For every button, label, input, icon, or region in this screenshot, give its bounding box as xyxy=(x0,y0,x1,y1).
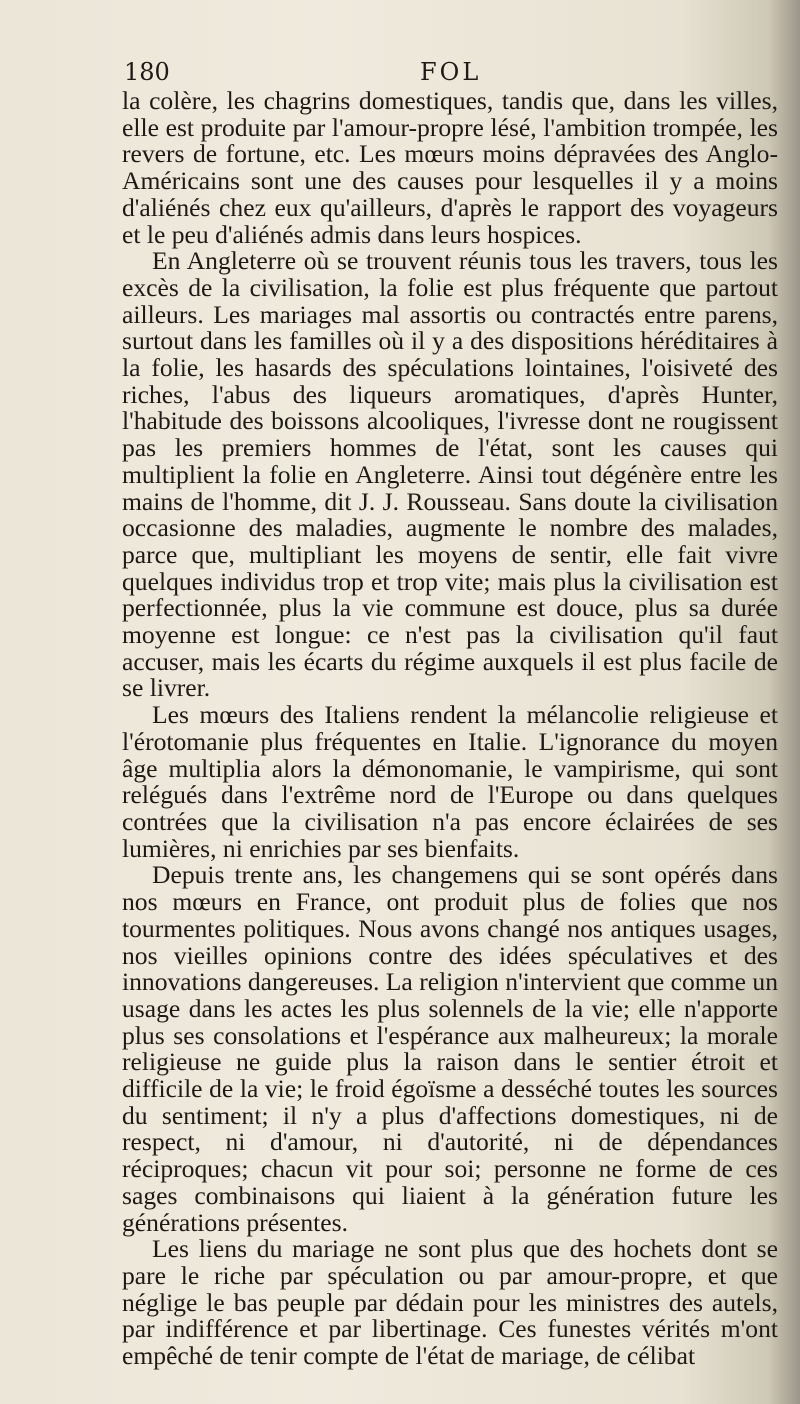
paragraph: Les mœurs des Italiens rendent la mélancolie religieuse et l'érotomanie plus fréquentes en Italie. L'ignorance du moyen âge multiplia alors la démonomanie, le vampirisme, qui sont relégués dans l'extrême nord de l'Europe ou dans quelques contrées que la civilisation n'a pas encore éclairées de ses lumières, ni enrichies par ses bienfaits. xyxy=(122,700,778,863)
running-head: FOL xyxy=(420,58,482,86)
paragraph: En Angleterre où se trouvent réunis tous les travers, tous les excès de la civilisation, la folie est plus fréquente que partout ailleurs. Les mariages mal assortis ou contractés entre parens, surtout dans les familles où il y a des dispositions héréditaires à la folie, les hasards des spéculations lointaines, l'oisiveté des riches, l'abus des liqueurs aromatiques, d'après Hunter, l'habitude des boissons alcooliques, l'ivresse dont ne rougissent pas les premiers hommes de l'état, sont les causes qui multiplient la folie en Angleterre. Ainsi tout dégénère entre les mains de l'homme, dit J. J. Rousseau. Sans doute la civilisation occasionne des maladies, augmente le nombre des malades, parce que, multipliant les moyens de sentir, elle fait vivre quelques individus trop et trop vite; mais plus la civilisation est perfectionnée, plus la vie commune est douce, plus sa durée moyenne est longue: ce n'est pas la civilisation qu'il faut accuser, mais les écarts du régime auxquels il est plus facile de se livrer. xyxy=(122,246,778,703)
paragraph: la colère, les chagrins domestiques, tandis que, dans les villes, elle est produite par l'amour-propre lésé, l'ambition trompée, les revers de fortune, etc. Les mœurs moins dépravées des Anglo-Américains sont une des causes pour lesquelles il y a moins d'aliénés chez eux qu'ailleurs, d'après le rapport des voyageurs et le peu d'aliénés admis dans leurs hospices. xyxy=(122,86,778,249)
paragraph: Depuis trente ans, les changemens qui se sont opérés dans nos mœurs en France, ont produit plus de folies que nos tourmentes politiques. Nous avons changé nos antiques usages, nos vieilles opinions contre des idées spéculatives et des innovations dangereuses. La religion n'intervient que comme un usage dans les actes les plus solennels de la vie; elle n'apporte plus ses consolations et l'espérance aux malheureux; la morale religieuse ne guide plus la raison dans le sentier étroit et difficile de la vie; le froid égoïsme a desséché toutes les sources du sentiment; il n'y a plus d'affections domestiques, ni de respect, ni d'amour, ni d'autorité, ni de dépendances réciproques; chacun vit pour soi; personne ne forme de ces sages combinaisons qui liaient à la génération future les générations présentes. xyxy=(122,860,778,1237)
paragraph: Les liens du mariage ne sont plus que des hochets dont se pare le riche par spéculation ou par amour-propre, et que néglige le bas peuple par dédain pour les ministres des autels, par indifférence et par libertinage. Ces funestes vérités m'ont empêché de tenir compte de l'état de mariage, de célibat xyxy=(122,1234,778,1371)
body-text xyxy=(122,88,778,1370)
page-number: 180 xyxy=(124,58,170,86)
